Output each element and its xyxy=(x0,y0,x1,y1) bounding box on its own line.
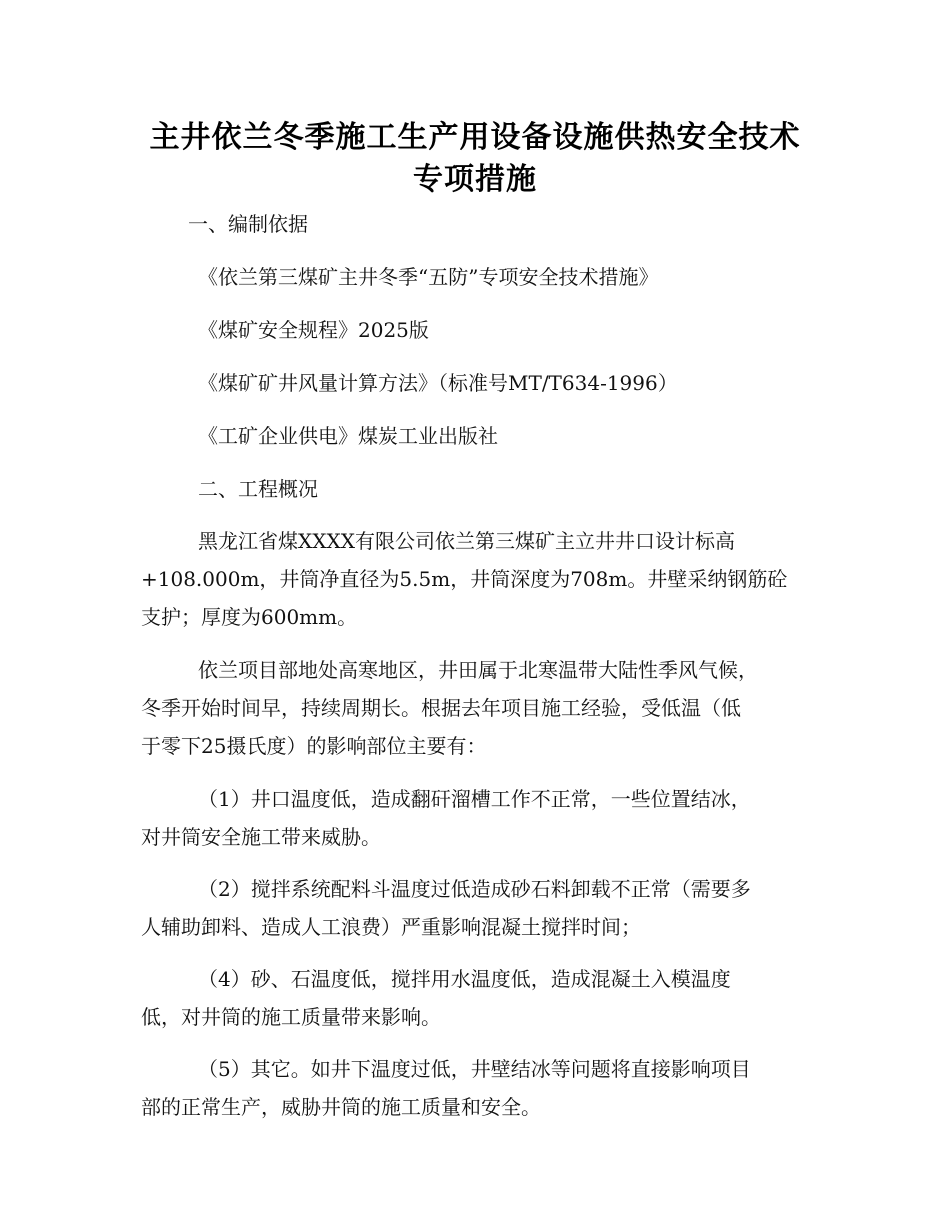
paragraph-line: +108.000m，井筒净直径为5.5m，井筒深度为708m。井壁采纳钢筋砼 xyxy=(141,567,788,591)
document-title-line-2: 专项措施 xyxy=(413,162,537,197)
section-heading-basis: 一、编制依据 xyxy=(188,212,308,236)
reference-item: 《工矿企业供电》煤炭工业出版社 xyxy=(198,424,498,448)
list-item-line: 对井筒安全施工带来威胁。 xyxy=(141,825,381,849)
list-item-line: （4）砂、石温度低，搅拌用水温度低，造成混凝土入模温度 xyxy=(198,967,731,991)
paragraph-line: 黑龙江省煤XXXX有限公司依兰第三煤矿主立井井口设计标高 xyxy=(198,529,735,553)
paragraph-line: 于零下25摄氏度）的影响部位主要有： xyxy=(141,734,487,758)
section-heading-overview: 二、工程概况 xyxy=(198,477,318,501)
list-item-line: （5）其它。如井下温度过低，井壁结冰等问题将直接影响项目 xyxy=(198,1057,751,1081)
list-item-line: （1）井口温度低，造成翻矸溜槽工作不正常，一些位置结冰， xyxy=(198,787,751,811)
list-item-line: 人辅助卸料、造成人工浪费）严重影响混凝土搅拌时间； xyxy=(141,915,641,939)
paragraph-line: 冬季开始时间早，持续周期长。根据去年项目施工经验，受低温（低 xyxy=(141,696,741,720)
reference-item: 《依兰第三煤矿主井冬季“五防”专项安全技术措施》 xyxy=(198,265,659,289)
paragraph-line: 支护；厚度为600mm。 xyxy=(141,605,358,629)
reference-item: 《煤矿矿井风量计算方法》（标准号MT/T634-1996） xyxy=(198,371,678,395)
paragraph-line: 依兰项目部地处高寒地区，井田属于北寒温带大陆性季风气候， xyxy=(198,658,758,682)
list-item-line: （2）搅拌系统配料斗温度过低造成砂石料卸载不正常（需要多 xyxy=(198,877,751,901)
list-item-line: 部的正常生产，威胁井筒的施工质量和安全。 xyxy=(141,1095,541,1119)
document-title-line-1: 主井依兰冬季施工生产用设备设施供热安全技术 xyxy=(149,120,801,155)
list-item-line: 低，对井筒的施工质量带来影响。 xyxy=(141,1005,441,1029)
reference-item: 《煤矿安全规程》2025版 xyxy=(198,318,429,342)
